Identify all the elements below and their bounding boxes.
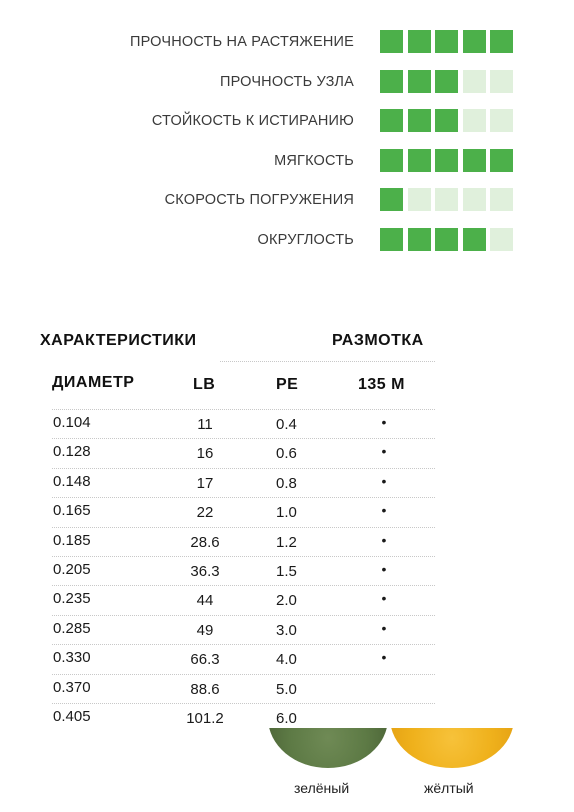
diameter-cell: 0.205 [53, 561, 91, 578]
rating-square-empty [490, 70, 513, 93]
diameter-cell: 0.148 [53, 473, 91, 490]
diameter-cell: 0.370 [53, 679, 91, 696]
spool-availability-mark: • [381, 649, 387, 665]
rating-row [0, 228, 574, 252]
rating-square-filled [490, 30, 513, 53]
row-divider [52, 585, 435, 586]
lb-header: LB [193, 376, 216, 393]
rating-square-filled [490, 149, 513, 172]
rating-square-empty [435, 188, 458, 211]
diameter-cell: 0.128 [53, 443, 91, 460]
rating-square-empty [490, 109, 513, 132]
rating-row [0, 188, 574, 212]
rating-label: ОКРУГЛОСТЬ [257, 232, 354, 248]
rating-square-filled [408, 149, 431, 172]
rating-square-filled [463, 30, 486, 53]
rating-square-filled [380, 109, 403, 132]
pe-header: PE [276, 376, 299, 393]
rating-row [0, 30, 574, 54]
row-divider [52, 497, 435, 498]
rating-square-empty [463, 109, 486, 132]
diameter-cell: 0.235 [53, 590, 91, 607]
row-divider [52, 556, 435, 557]
spool-availability-mark: • [381, 561, 387, 577]
lb-cell: 66.3 [190, 651, 220, 668]
row-divider [52, 703, 435, 704]
rating-square-empty [490, 228, 513, 251]
row-divider [52, 615, 435, 616]
pe-cell: 2.0 [276, 592, 297, 609]
diameter-cell: 0.185 [53, 532, 91, 549]
pe-cell: 0.8 [276, 475, 297, 492]
pe-cell: 0.4 [276, 416, 297, 433]
diameter-cell: 0.285 [53, 620, 91, 637]
rating-label: СКОРОСТЬ ПОГРУЖЕНИЯ [164, 192, 354, 208]
yellow-swatch-label: жёлтый [424, 780, 474, 796]
rating-label: ПРОЧНОСТЬ УЗЛА [219, 74, 354, 90]
rating-row [0, 149, 574, 173]
row-divider [52, 644, 435, 645]
spool-availability-mark: • [381, 414, 387, 430]
rating-label: СТОЙКОСТЬ К ИСТИРАНИЮ [151, 113, 354, 129]
lb-cell: 16 [196, 445, 214, 462]
rating-square-filled [380, 70, 403, 93]
pe-cell: 0.6 [276, 445, 297, 462]
rating-square-filled [435, 30, 458, 53]
rating-square-filled [435, 228, 458, 251]
pe-cell: 5.0 [276, 681, 297, 698]
rating-label: ПРОЧНОСТЬ НА РАСТЯЖЕНИЕ [130, 34, 354, 50]
rating-row [0, 70, 574, 94]
rating-square-filled [380, 30, 403, 53]
pe-cell: 1.2 [276, 534, 297, 551]
spool-availability-mark: • [381, 502, 387, 518]
diameter-cell: 0.405 [53, 708, 91, 725]
pe-cell: 1.5 [276, 563, 297, 580]
row-divider [52, 438, 435, 439]
rating-square-filled [463, 149, 486, 172]
rating-square-filled [408, 30, 431, 53]
diameter-header: ДИАМЕТР [52, 374, 135, 391]
lb-cell: 49 [196, 622, 214, 639]
pe-cell: 1.0 [276, 504, 297, 521]
rating-square-filled [380, 188, 403, 211]
pe-cell: 4.0 [276, 651, 297, 668]
rating-square-filled [380, 149, 403, 172]
spool-availability-mark: • [381, 620, 387, 636]
spool-availability-mark: • [381, 443, 387, 459]
rating-square-empty [490, 188, 513, 211]
rating-square-empty [408, 188, 431, 211]
row-divider [52, 674, 435, 675]
header-divider [220, 361, 435, 362]
green-swatch [268, 728, 388, 768]
rating-square-filled [408, 70, 431, 93]
lb-cell: 17 [196, 475, 214, 492]
lb-cell: 101.2 [186, 710, 224, 727]
lb-cell: 36.3 [190, 563, 220, 580]
row-divider [52, 468, 435, 469]
rating-square-filled [408, 109, 431, 132]
lb-cell: 28.6 [190, 534, 220, 551]
spool-title: РАЗМОТКА [332, 332, 424, 349]
rating-square-filled [463, 228, 486, 251]
rating-square-filled [435, 70, 458, 93]
spool-availability-mark: • [381, 473, 387, 489]
rating-square-filled [408, 228, 431, 251]
lb-cell: 88.6 [190, 681, 220, 698]
spool-availability-mark: • [381, 532, 387, 548]
characteristics-title: ХАРАКТЕРИСТИКИ [40, 332, 197, 349]
spool-availability-mark: • [381, 590, 387, 606]
row-divider [52, 527, 435, 528]
green-swatch-label: зелёный [294, 780, 350, 796]
rating-square-empty [463, 188, 486, 211]
diameter-cell: 0.165 [53, 502, 91, 519]
lb-cell: 22 [196, 504, 214, 521]
pe-cell: 6.0 [276, 710, 297, 727]
pe-cell: 3.0 [276, 622, 297, 639]
lb-cell: 11 [197, 416, 213, 433]
lb-cell: 44 [196, 592, 214, 609]
rating-row [0, 109, 574, 133]
diameter-cell: 0.330 [53, 649, 91, 666]
rating-square-filled [435, 109, 458, 132]
row-divider [52, 409, 435, 410]
spool-135m-header: 135 M [358, 376, 405, 393]
diameter-cell: 0.104 [53, 414, 91, 431]
yellow-swatch [390, 728, 514, 768]
rating-label: МЯГКОСТЬ [274, 153, 354, 169]
rating-square-empty [463, 70, 486, 93]
rating-square-filled [435, 149, 458, 172]
rating-square-filled [380, 228, 403, 251]
